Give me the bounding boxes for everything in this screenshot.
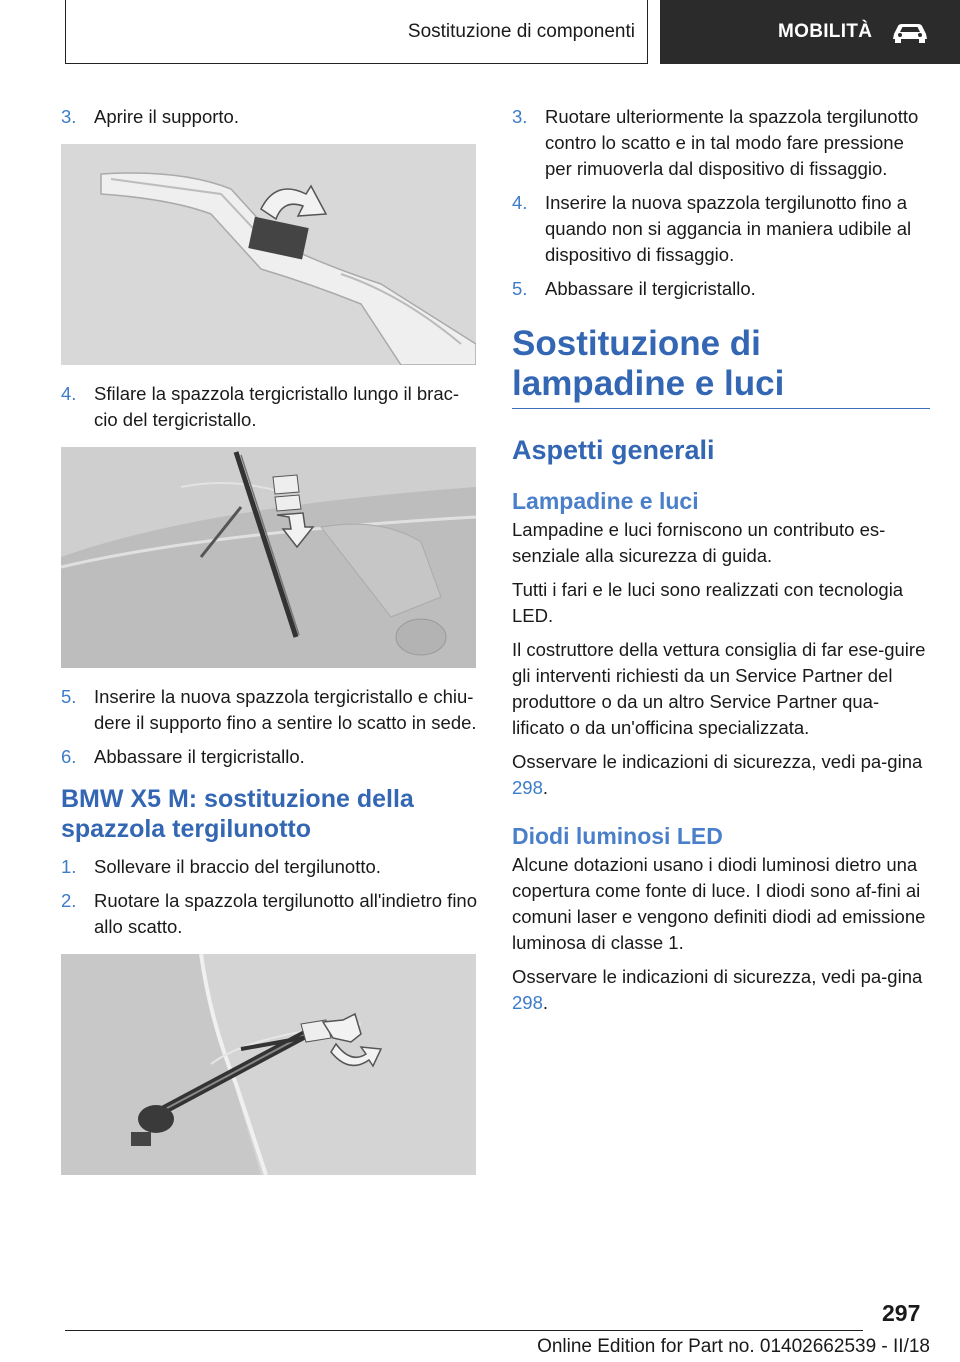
step-text: Inserire la nuova spazzola tergilunotto fino a quando non si aggancia in maniera udibile al dispositivo di fissaggio. <box>545 192 912 265</box>
subheading-general: Aspetti generali <box>512 435 715 465</box>
header-chapter-label: MOBILITÀ <box>778 21 873 42</box>
step-text: Ruotare ulteriormente la spazzola tergilunotto contro lo scatto e in tal modo fare pressione per rimuoverla dal dispositivo di fissaggio. <box>545 106 919 179</box>
header-section-title <box>65 0 648 64</box>
right-column <box>512 104 930 1024</box>
page-reference-link[interactable]: 298 <box>512 777 543 798</box>
step-open-holder <box>61 104 477 130</box>
step-text: Sollevare il braccio del tergilunotto. <box>94 856 381 877</box>
page-reference-link[interactable]: 298 <box>512 992 543 1013</box>
paragraph-led-1: Alcune dotazioni usano i diodi luminosi dietro una copertura come fonte di luce. I diodi sono af-fini ai comuni laser e vengono definiti diodi ad emissione luminosa di classe 1. <box>512 854 926 953</box>
step-number: 3. <box>512 106 528 127</box>
step-lower-rear-wiper <box>512 276 930 302</box>
figure-windshield-wiper <box>61 447 476 668</box>
step-lift-rear-arm <box>61 854 477 880</box>
paragraph-lamps-3: Il costruttore della vettura consiglia di far ese-guire gli interventi richiesti da un Service Partner del produttore o da un altro Service Partner qua-lificato o da un'officina specializzata. <box>512 639 926 738</box>
step-number: 1. <box>61 856 77 877</box>
left-column <box>61 104 477 1191</box>
step-text: Inserire la nuova spazzola tergicristallo e chiu-dere il supporto fino a sentire lo scatto in sede. <box>94 686 477 733</box>
paragraph-lamps-2: Tutti i fari e le luci sono realizzati con tecnologia LED. <box>512 579 904 626</box>
step-number: 5. <box>61 686 77 707</box>
figure-rear-wiper <box>61 954 476 1175</box>
figure-wiper-holder-open <box>61 144 476 365</box>
step-remove-rear-blade <box>512 104 930 182</box>
step-rotate-rear-blade <box>61 888 477 940</box>
step-number: 6. <box>61 746 77 767</box>
heading-led: Diodi luminosi LED <box>512 823 723 849</box>
page-number: 297 <box>882 1300 921 1326</box>
step-text: Abbassare il tergicristallo. <box>545 278 756 299</box>
step-text: Sfilare la spazzola tergicristallo lungo il brac-cio del tergicristallo. <box>94 383 460 430</box>
step-number: 4. <box>61 383 77 404</box>
step-text: Aprire il supporto. <box>94 106 239 127</box>
paragraph-text: Osservare le indicazioni di sicurezza, vedi pa-gina <box>512 751 923 772</box>
chapter-heading-lamps: Sostituzione di lampadine e luci <box>512 324 930 409</box>
step-number: 2. <box>61 890 77 911</box>
paragraph-led-2 <box>512 964 930 1016</box>
step-number: 4. <box>512 192 528 213</box>
paragraph-lamps-4 <box>512 749 930 801</box>
car-icon <box>890 20 930 44</box>
step-insert-blade <box>61 684 477 736</box>
header-section-label: Sostituzione di componenti <box>407 20 635 42</box>
footer-edition: Online Edition for Part no. 01402662539 - II/18 <box>537 1336 930 1357</box>
step-insert-rear-blade <box>512 190 930 268</box>
step-text: Ruotare la spazzola tergilunotto all'indietro fino allo scatto. <box>94 890 478 937</box>
step-lower-wiper <box>61 744 477 770</box>
paragraph-text: Osservare le indicazioni di sicurezza, vedi pa-gina <box>512 966 923 987</box>
footer-divider <box>65 1330 863 1331</box>
step-text: Abbassare il tergicristallo. <box>94 746 305 767</box>
section-heading-rear-wiper: BMW X5 M: sostituzione della spazzola tergilunotto <box>61 785 414 843</box>
step-slide-blade <box>61 381 477 433</box>
step-number: 5. <box>512 278 528 299</box>
heading-lamps-lights: Lampadine e luci <box>512 488 699 514</box>
step-number: 3. <box>61 106 77 127</box>
paragraph-lamps-1: Lampadine e luci forniscono un contributo es-senziale alla sicurezza di guida. <box>512 519 886 566</box>
paragraph-period: . <box>542 992 549 1013</box>
header-chapter-tab[interactable] <box>660 0 960 64</box>
paragraph-period: . <box>542 777 549 798</box>
